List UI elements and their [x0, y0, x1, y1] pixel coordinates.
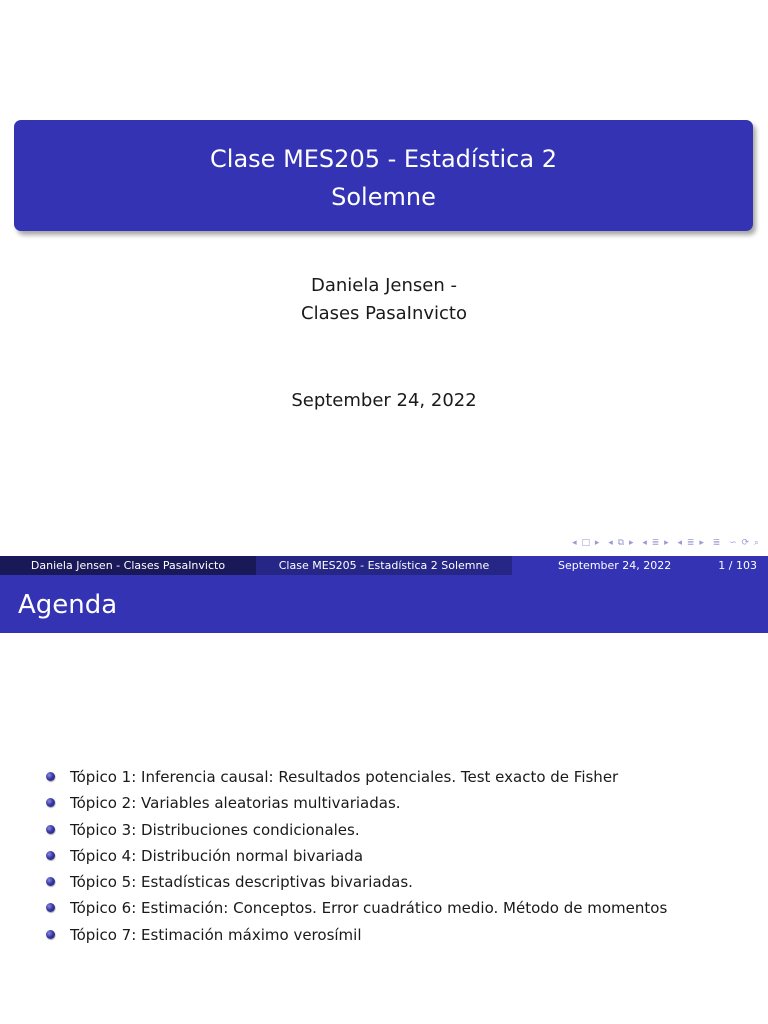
- list-item-text: Tópico 6: Estimación: Conceptos. Error cuadrático medio. Método de momentos: [70, 899, 668, 918]
- title-box: [14, 120, 753, 231]
- list-item: [46, 791, 667, 817]
- list-item: [46, 765, 667, 791]
- list-item-text: Tópico 4: Distribución normal bivariada: [70, 846, 364, 865]
- list-item-text: Tópico 2: Variables aleatorias multivariadas.: [70, 794, 401, 813]
- bullet-icon: [46, 930, 55, 939]
- bullet-icon: [46, 877, 55, 886]
- list-item: [46, 896, 667, 922]
- bullet-icon: [46, 798, 55, 807]
- list-item-text: Tópico 3: Distribuciones condicionales.: [70, 820, 360, 839]
- bullet-icon: [46, 825, 55, 834]
- slide-footer: [0, 556, 768, 575]
- list-item: [46, 844, 667, 870]
- nav-subsection-icon[interactable]: ◂ ≣ ▸: [642, 538, 670, 548]
- presentation-subtitle: Solemne: [331, 183, 436, 211]
- footer-page-number: 1 / 103: [718, 559, 757, 572]
- list-item: [46, 818, 667, 844]
- nav-slide-icon[interactable]: ◂ □ ▸: [572, 538, 601, 548]
- agenda-slide: [0, 575, 768, 1024]
- list-item-text: Tópico 1: Inferencia causal: Resultados potenciales. Test exacto de Fisher: [70, 768, 619, 786]
- list-item: [46, 923, 667, 949]
- nav-document-icon[interactable]: ≣: [712, 538, 722, 548]
- presentation-title: Clase MES205 - Estadística 2: [210, 145, 557, 173]
- beamer-navigation-icons[interactable]: [568, 538, 760, 548]
- bullet-icon: [46, 903, 55, 912]
- footer-title: Clase MES205 - Estadística 2 Solemne: [256, 556, 512, 575]
- footer-date: September 24, 2022: [558, 559, 672, 572]
- footer-author: Daniela Jensen - Clases PasaInvicto: [0, 556, 256, 575]
- nav-frame-icon[interactable]: ◂ ⧉ ▸: [608, 538, 635, 548]
- author-institute: Clases PasaInvicto: [301, 303, 467, 324]
- agenda-list: [46, 765, 667, 949]
- author-name: Daniela Jensen -: [311, 275, 457, 296]
- footer-date-page: [512, 556, 768, 575]
- list-item: [46, 870, 667, 896]
- frame-title-bar: [0, 575, 768, 633]
- frame-title: Agenda: [18, 590, 118, 620]
- list-item-text: Tópico 5: Estadísticas descriptivas bivariadas.: [70, 873, 413, 892]
- nav-search-icon[interactable]: ∽ ⟳ ⌕: [729, 538, 760, 548]
- list-item-text: Tópico 7: Estimación máximo verosímil: [70, 925, 362, 944]
- bullet-icon: [46, 851, 55, 860]
- presentation-date: September 24, 2022: [291, 390, 477, 411]
- bullet-icon: [46, 772, 55, 781]
- nav-section-icon[interactable]: ◂ ≣ ▸: [677, 538, 705, 548]
